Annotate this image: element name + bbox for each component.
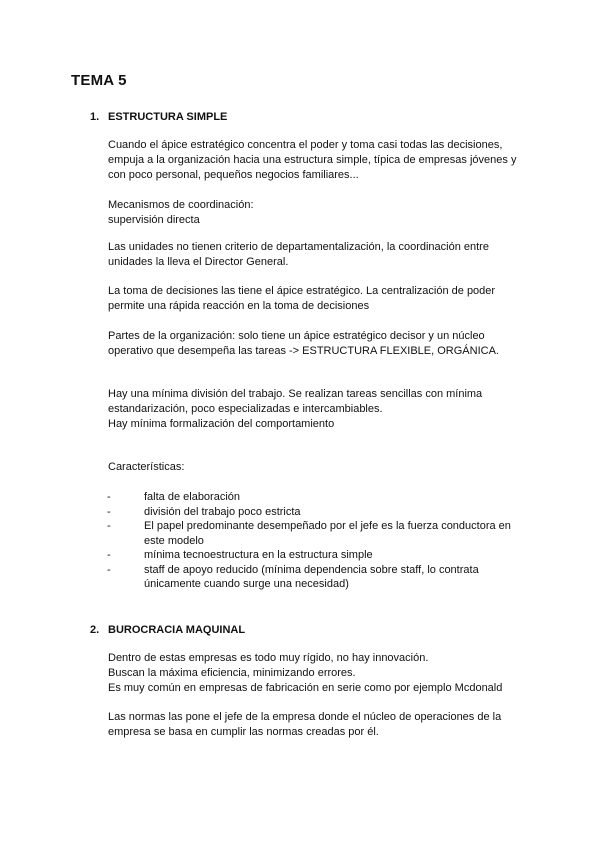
list-item [108,563,511,592]
paragraph-intro [108,138,548,183]
section-heading-burocracia-maquinal [90,624,245,636]
bullet-dash: - [107,563,111,576]
paragraph-parts [108,329,548,359]
text-line: Hay mínima formalización del comportamiento [108,418,335,430]
text-line: Las normas las pone el jefe de la empresa donde el núcleo de operaciones de la [108,711,502,723]
paragraph-decisions [108,284,548,314]
text-line: Es muy común en empresas de fabricación en serie como por ejemplo Mcdonald [108,682,503,694]
characteristics-label: Características: [108,461,185,473]
paragraph-norms [108,710,548,740]
text-line: Mecanismos de coordinación: [108,199,254,211]
paragraph-division [108,387,548,432]
text-line: Las unidades no tienen criterio de departamentalización, la coordinación entre [108,241,489,253]
text-line: Cuando el ápice estratégico concentra el poder y toma casi todas las decisiones, [108,139,503,151]
text-line: Partes de la organización: solo tiene un ápice estratégico decisor y un núcleo [108,330,485,342]
text-line: Dentro de estas empresas es todo muy rígido, no hay innovación. [108,652,429,664]
text-line: estandarización, poco especializadas e intercambiables. [108,403,383,415]
text-line: El papel predominante desempeñado por el jefe es la fuerza conductora en [144,520,511,532]
text-line: La toma de decisiones las tiene el ápice estratégico. La centralización de poder [108,285,496,297]
text-line: únicamente cuando surge una necesidad) [144,578,349,590]
paragraph-coordination [108,198,548,228]
text-line: este modelo [144,534,204,547]
list-item [108,519,511,548]
text-line: permite una rápida reacción en la toma de decisiones [108,300,370,312]
list-item [108,490,511,505]
bullet-dash: - [107,549,111,561]
paragraph-units [108,240,548,270]
page-title: TEMA 5 [71,72,127,89]
list-item [108,548,511,563]
text-line: empuja a la organización hacia una estructura simple, típica de empresas jóvenes y [108,154,517,166]
text-line: supervisión directa [108,214,200,226]
text-line: unidades la lleva el Director General. [108,256,289,268]
list-item [108,505,511,520]
bullet-dash: - [107,505,111,518]
characteristics-list [108,490,511,592]
text-line: staff de apoyo reducido (mínima dependencia sobre staff, lo contrata [144,563,479,576]
text-line: división del trabajo poco estricta [144,505,301,518]
text-line: falta de elaboración [144,491,241,503]
text-line: con poco personal, pequeños negocios familiares... [108,169,359,181]
bullet-dash: - [107,520,111,532]
section-title: BUROCRACIA MAQUINAL [108,624,246,636]
text-line: operativo que desempeña las tareas -> ESTRUCTURA FLEXIBLE, ORGÁNICA. [108,345,499,357]
paragraph-rigidity [108,651,548,696]
section-heading-estructura-simple [90,111,227,123]
text-line: Buscan la máxima eficiencia, minimizando errores. [108,667,356,679]
section-title: ESTRUCTURA SIMPLE [108,111,228,123]
section-number: 2. [90,624,100,636]
text-line: mínima tecnoestructura en la estructura simple [144,549,373,561]
section-number: 1. [90,111,100,123]
text-line: Hay una mínima división del trabajo. Se realizan tareas sencillas con mínima [108,388,483,400]
text-line: empresa se basa en cumplir las normas creadas por él. [108,726,379,738]
bullet-dash: - [107,491,111,503]
